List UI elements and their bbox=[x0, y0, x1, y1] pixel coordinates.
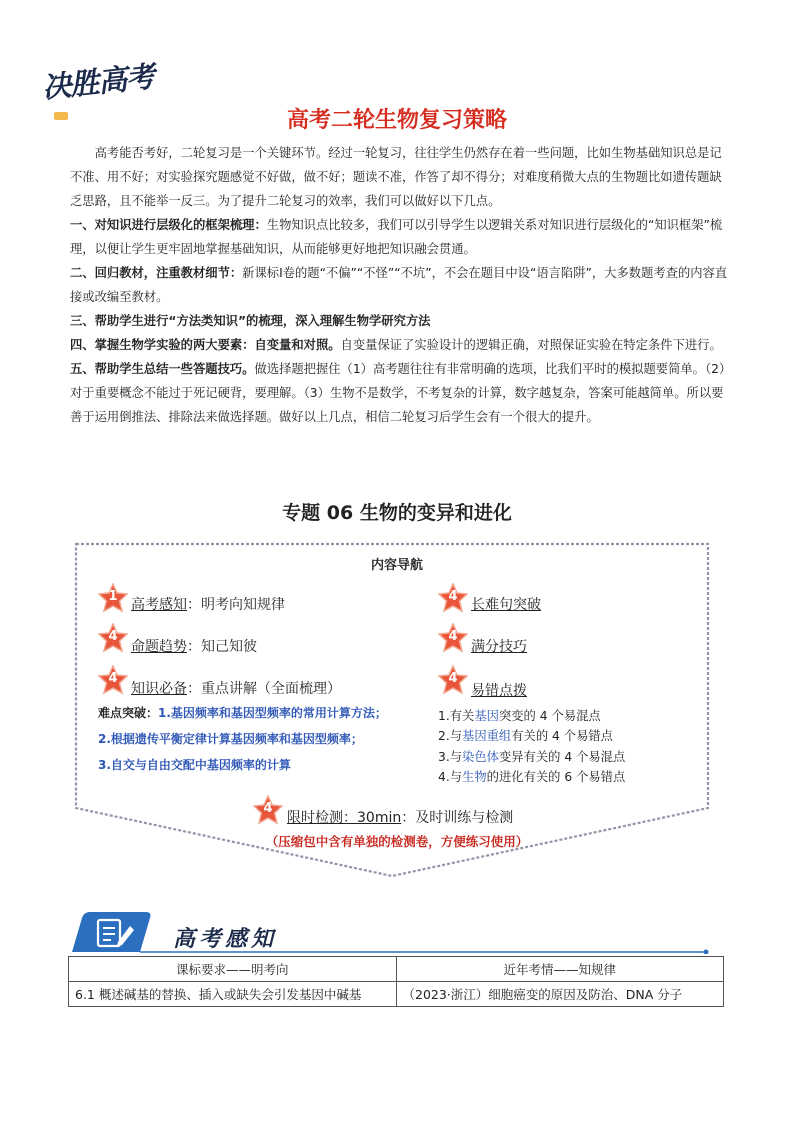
point-body: 新课标Ⅰ卷的题“不偏”“不怪”“不坑”，不会在题目中设“语言陷阱”，大多数题考查的内容直接或改编至教材。 bbox=[70, 266, 728, 304]
section-header-bar bbox=[72, 912, 712, 954]
star-badge-icon bbox=[438, 665, 468, 695]
page-title: 高考二轮生物复习策略 bbox=[286, 108, 507, 133]
nav-item-label: 易错点拨 bbox=[471, 683, 527, 699]
table-header-cell: 近年考情——知规律 bbox=[396, 957, 724, 982]
error-pre: 3.与 bbox=[438, 750, 463, 764]
nav-item-zhishi-bibei[interactable] bbox=[131, 678, 341, 698]
table-header-cell: 课标要求——明考向 bbox=[69, 957, 397, 982]
table-cell: 6.1 概述碱基的替换、插入或缺失会引发基因中碱基 bbox=[69, 982, 397, 1007]
star-number: 4 bbox=[448, 629, 458, 644]
error-pre: 4.与 bbox=[438, 770, 463, 784]
error-keyword: 基因重组 bbox=[462, 729, 512, 743]
nav-item-suffix: ：及时训练与检测 bbox=[401, 810, 514, 826]
error-item-4 bbox=[438, 767, 625, 785]
nav-item-suffix: ：明考向知规律 bbox=[187, 597, 285, 613]
star-badge-icon bbox=[98, 665, 128, 695]
requirements-table bbox=[68, 956, 724, 1007]
difficulty-label: 难点突破： bbox=[98, 706, 159, 720]
star-badge-icon bbox=[98, 623, 128, 653]
error-post: 有关的 4 个易错点 bbox=[511, 729, 613, 743]
star-number: 4 bbox=[108, 629, 118, 644]
error-post: 突变的 4 个易混点 bbox=[498, 709, 601, 723]
intro-text bbox=[70, 141, 730, 429]
nav-item-channanju[interactable] bbox=[471, 594, 541, 614]
nav-title: 内容导航 bbox=[370, 558, 423, 573]
star-badge-icon bbox=[438, 583, 468, 613]
nav-item-label: 知识必备 bbox=[131, 681, 187, 697]
difficulty-item-3: 3.自交与自由交配中基因频率的计算 bbox=[98, 758, 291, 772]
point-body: 自变量保证了实验设计的逻辑正确，对照保证实验在特定条件下进行。 bbox=[340, 338, 722, 352]
star-badge-icon bbox=[98, 583, 128, 613]
error-post: 变异有关的 4 个易混点 bbox=[498, 750, 626, 764]
difficulty-text: 1.基因频率和基因型频率的常用计算方法； bbox=[158, 706, 387, 720]
nav-item-label: 限时检测：30min bbox=[287, 810, 402, 826]
point-lead: 五、帮助学生总结一些答题技巧。 bbox=[70, 362, 255, 376]
error-item-2 bbox=[438, 726, 613, 744]
table-header-row bbox=[69, 957, 724, 982]
error-pre: 1.有关 bbox=[438, 709, 475, 723]
nav-item-suffix: ：重点讲解（全面梳理） bbox=[187, 681, 341, 697]
intro-point-5 bbox=[70, 357, 730, 429]
error-item-3 bbox=[438, 747, 625, 765]
nav-item-mingti-qushi[interactable] bbox=[131, 636, 257, 656]
nav-item-xianshi-jiance[interactable] bbox=[287, 807, 513, 827]
star-badge-icon bbox=[438, 623, 468, 653]
nav-item-label: 满分技巧 bbox=[471, 639, 527, 655]
star-number: 4 bbox=[448, 671, 458, 686]
logo-text: 决胜高考 bbox=[40, 59, 156, 105]
error-item-1 bbox=[438, 706, 601, 724]
error-post: 的进化有关的 6 个易错点 bbox=[486, 770, 626, 784]
section-title: 高考感知 bbox=[173, 926, 278, 952]
nav-item-suffix: ：知己知彼 bbox=[187, 639, 257, 655]
error-keyword: 基因 bbox=[474, 709, 499, 723]
difficulty-item-1 bbox=[98, 704, 387, 721]
nav-item-label: 高考感知 bbox=[131, 597, 187, 613]
point-body: 做选择题把握住（1）高考题往往有非常明确的选项，比我们平时的模拟题要简单。（2）对于重要概念不能过于死记硬背，要理解。（3）生物不是数学，不考复杂的计算，数字越复杂，答案可能越简单。所以要善于运用倒推法、排除法来做选择题。做好以上几点，相信二轮复习后学生会有一个很大的提升。 bbox=[70, 362, 726, 424]
table-row bbox=[69, 982, 724, 1007]
intro-point-3 bbox=[70, 309, 730, 333]
error-pre: 2.与 bbox=[438, 729, 463, 743]
nav-item-label: 长难句突破 bbox=[471, 597, 541, 613]
nav-item-yicuo-dianbo[interactable] bbox=[471, 680, 527, 700]
nav-item-gaokao-ganzhi[interactable] bbox=[131, 594, 285, 614]
nav-item-manfen-jiqiao[interactable] bbox=[471, 636, 527, 656]
table-cell: （2023·浙江）细胞癌变的原因及防治、DNA 分子 bbox=[396, 982, 724, 1007]
star-number: 1 bbox=[108, 589, 118, 604]
point-lead: 三、帮助学生进行“方法类知识”的梳理，深入理解生物学研究方法 bbox=[70, 314, 431, 328]
star-number: 4 bbox=[108, 671, 118, 686]
package-note: （压缩包中含有单独的检测卷，方便练习使用） bbox=[265, 834, 529, 849]
point-lead: 四、掌握生物学实验的两大要素：自变量和对照。 bbox=[70, 338, 341, 352]
star-badge-icon bbox=[253, 795, 283, 825]
intro-paragraph: 高考能否考好，二轮复习是一个关键环节。经过一轮复习，往往学生仍然存在着一些问题，比如生物基础知识总是记不准、用不好；对实验探究题感觉不好做，做不好；题读不准，作答了却不得分；对难度稍微大点的生物题比如遗传题缺乏思路，且不能举一反三。为了提升二轮复习的效率，我们可以做好以下几点。 bbox=[70, 146, 722, 208]
point-lead: 二、回归教材，注重教材细节： bbox=[70, 266, 243, 280]
star-number: 4 bbox=[448, 589, 458, 604]
intro-point-4 bbox=[70, 333, 730, 357]
error-keyword: 生物 bbox=[462, 770, 487, 784]
error-keyword: 染色体 bbox=[462, 750, 499, 764]
difficulty-item-2: 2.根据遗传平衡定律计算基因频率和基因型频率； bbox=[98, 732, 363, 746]
topic-title: 专题 06 生物的变异和进化 bbox=[282, 502, 512, 524]
star-number: 4 bbox=[263, 801, 273, 816]
intro-point-2 bbox=[70, 261, 730, 309]
nav-item-label: 命题趋势 bbox=[131, 639, 187, 655]
point-lead: 一、对知识进行层级化的框架梳理： bbox=[70, 218, 267, 232]
intro-point-1 bbox=[70, 213, 730, 261]
point-body: 生物知识点比较多，我们可以引导学生以逻辑关系对知识进行层级化的“知识框架”梳理，以便让学生更牢固地掌握基础知识，从而能够更好地把知识融会贯通。 bbox=[70, 218, 723, 256]
